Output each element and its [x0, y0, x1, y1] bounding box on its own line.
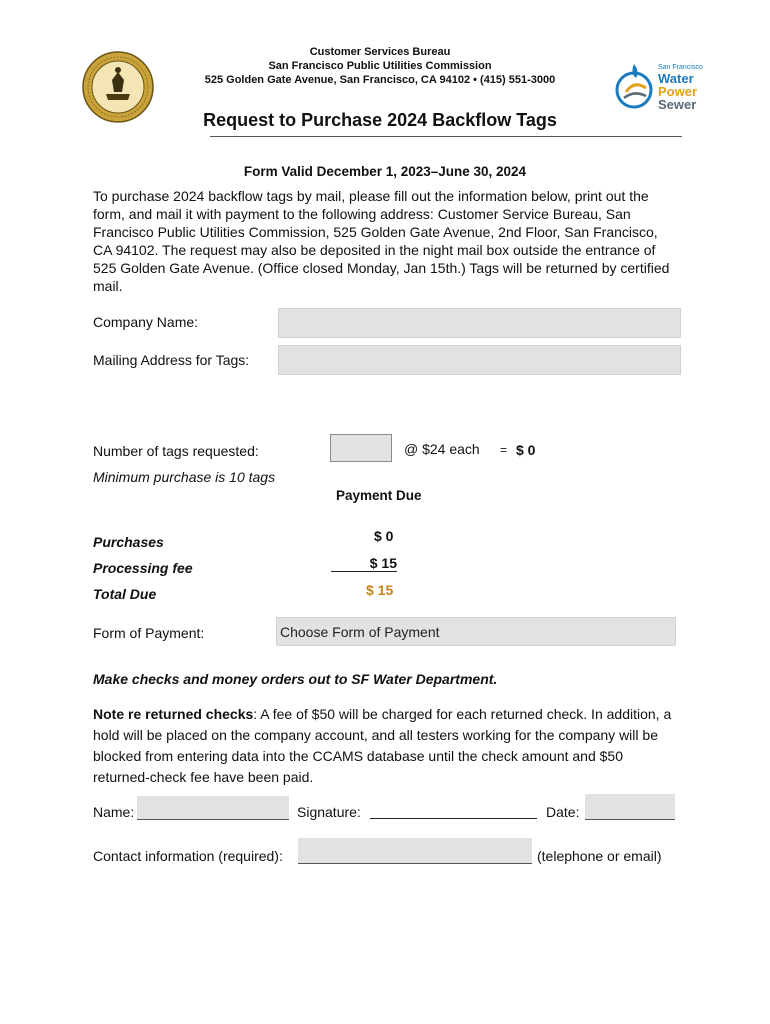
equals-sign: = — [500, 443, 508, 457]
logo-sewer: Sewer — [658, 97, 697, 112]
company-name-label: Company Name: — [93, 314, 199, 330]
page-title: Request to Purchase 2024 Backflow Tags — [203, 110, 557, 130]
logo-water: Water — [658, 71, 694, 86]
contact-hint: (telephone or email) — [537, 848, 662, 864]
logo-power: Power — [658, 84, 698, 99]
logo-small-text: San Francisco — [658, 64, 703, 71]
header-commission: San Francisco Public Utilities Commission — [268, 60, 492, 72]
form-of-payment-label: Form of Payment: — [93, 625, 205, 641]
date-label: Date: — [546, 804, 580, 820]
processing-fee-value: $ 15 — [331, 555, 397, 572]
water-drop-icon — [612, 62, 654, 110]
sfpuc-logo — [610, 60, 710, 122]
name-input[interactable] — [137, 796, 289, 820]
minimum-purchase-note: Minimum purchase is 10 tags — [93, 469, 276, 485]
processing-fee-label: Processing fee — [93, 560, 193, 576]
name-label: Name: — [93, 804, 135, 820]
mailing-address-label: Mailing Address for Tags: — [93, 352, 250, 368]
mailing-address-input[interactable] — [278, 345, 681, 375]
title-divider — [210, 136, 682, 137]
signature-label: Signature: — [297, 804, 361, 820]
tags-requested-label: Number of tags requested: — [93, 443, 259, 459]
total-due-label: Total Due — [93, 586, 157, 602]
purchases-value: $ 0 — [374, 528, 394, 544]
contact-info-input[interactable] — [298, 838, 532, 864]
tags-total: $ 0 — [516, 442, 536, 458]
intro-paragraph: To purchase 2024 backflow tags by mail, please fill out the information below, print out the form, and mail it with payment to the following address: Customer Service Bureau, San Francisco Public Utilities Commission, 525 Golden Gate Avenue, 2nd Floor, San Francisco, CA 94102. The request may also be deposited in the night mail box outside the entrance of 525 Golden Gate Avenue. (Office closed Monday, Jan 15th.) Tags will be returned by certified mail. — [93, 188, 670, 294]
tag-rate: @ $24 each — [404, 441, 480, 457]
header-bureau: Customer Services Bureau — [309, 46, 451, 58]
company-name-input[interactable] — [278, 308, 681, 338]
contact-info-label: Contact information (required): — [93, 848, 283, 864]
date-input[interactable] — [585, 794, 675, 820]
returned-checks-note — [93, 704, 678, 788]
form-of-payment-select[interactable]: Choose Form of Payment — [276, 617, 676, 646]
total-due-value: $ 15 — [366, 582, 394, 598]
payment-due-heading: Payment Due — [336, 488, 422, 503]
signature-line[interactable] — [370, 800, 537, 819]
returned-checks-heading: Note re returned checks — [93, 706, 254, 722]
tags-count-input[interactable] — [330, 434, 392, 462]
purchases-label: Purchases — [93, 534, 164, 550]
form-valid-dates: Form Valid December 1, 2023–June 30, 2024 — [243, 164, 527, 179]
checks-payable-note: Make checks and money orders out to SF Water Department. — [93, 671, 498, 687]
header-address: 525 Golden Gate Avenue, San Francisco, CA 94102 • (415) 551-3000 — [204, 74, 556, 86]
returned-checks-text: : A fee of $50 will be charged for each returned check. In addition, a hold will be placed on the company account, and all testers working for the company will be blocked from entering data into the CCAMS database until the check amount and $50 returned-check fee have been paid. — [93, 706, 672, 785]
